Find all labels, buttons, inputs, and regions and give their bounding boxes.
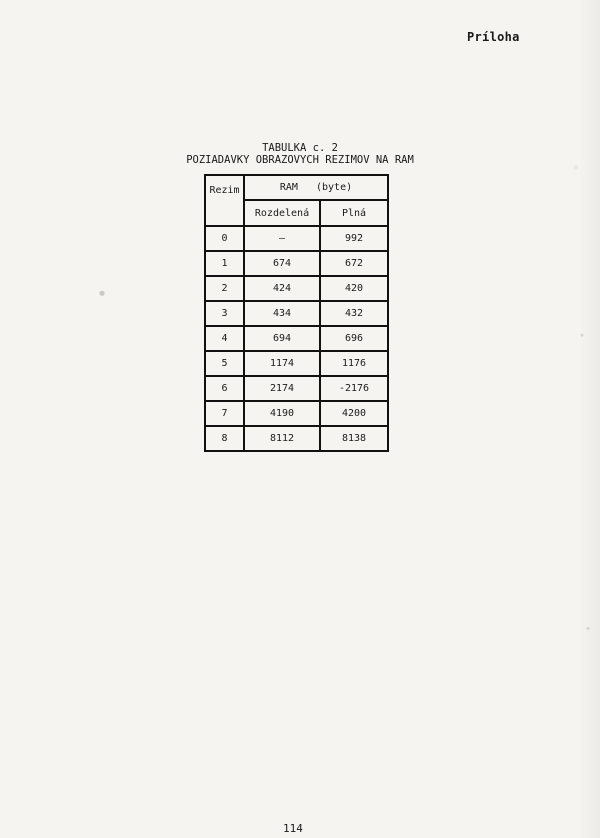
cell-rozdelena: 4190 (244, 401, 320, 426)
header-ram: RAM (byte) (244, 175, 388, 200)
header-rezim-label: Rezim (209, 185, 240, 196)
cell-rezim: 8 (205, 426, 244, 451)
cell-rezim: 2 (205, 276, 244, 301)
cell-rozdelena: 434 (244, 301, 320, 326)
page-number: 114 (283, 822, 303, 835)
cell-rozdelena: 674 (244, 251, 320, 276)
cell-rezim: 1 (205, 251, 244, 276)
cell-rozdelena: 1174 (244, 351, 320, 376)
header-rozdelena: Rozdelená (244, 200, 320, 226)
table-caption-title: POZIADAVKY OBRAZOVYCH REZIMOV NA RAM (186, 154, 414, 166)
cell-plna: 420 (320, 276, 388, 301)
header-plna: Plná (320, 200, 388, 226)
section-header: Príloha (467, 30, 520, 44)
cell-rozdelena: 424 (244, 276, 320, 301)
cell-plna: 8138 (320, 426, 388, 451)
cell-rezim: 4 (205, 326, 244, 351)
cell-rezim: 7 (205, 401, 244, 426)
table-row (205, 426, 388, 451)
table-row (205, 251, 388, 276)
table-row (205, 351, 388, 376)
table-caption-number: TABULKA c. 2 (262, 142, 338, 154)
ram-requirements-table (204, 174, 389, 452)
cell-rozdelena: 694 (244, 326, 320, 351)
cell-plna: 992 (320, 226, 388, 251)
cell-rozdelena: 2174 (244, 376, 320, 401)
table-row (205, 326, 388, 351)
page-edge-shadow (578, 0, 600, 838)
cell-plna: 672 (320, 251, 388, 276)
table-row (205, 401, 388, 426)
cell-plna: 432 (320, 301, 388, 326)
table-row (205, 276, 388, 301)
table-row (205, 226, 388, 251)
header-rezim (205, 175, 244, 226)
cell-plna: -2176 (320, 376, 388, 401)
cell-rezim: 6 (205, 376, 244, 401)
cell-plna: 1176 (320, 351, 388, 376)
cell-plna: 4200 (320, 401, 388, 426)
table-row (205, 376, 388, 401)
cell-rozdelena: 8112 (244, 426, 320, 451)
cell-rezim: 5 (205, 351, 244, 376)
cell-plna: 696 (320, 326, 388, 351)
cell-rezim: 0 (205, 226, 244, 251)
table-header-row (205, 175, 388, 200)
table-row (205, 301, 388, 326)
cell-rezim: 3 (205, 301, 244, 326)
cell-rozdelena: – (244, 226, 320, 251)
